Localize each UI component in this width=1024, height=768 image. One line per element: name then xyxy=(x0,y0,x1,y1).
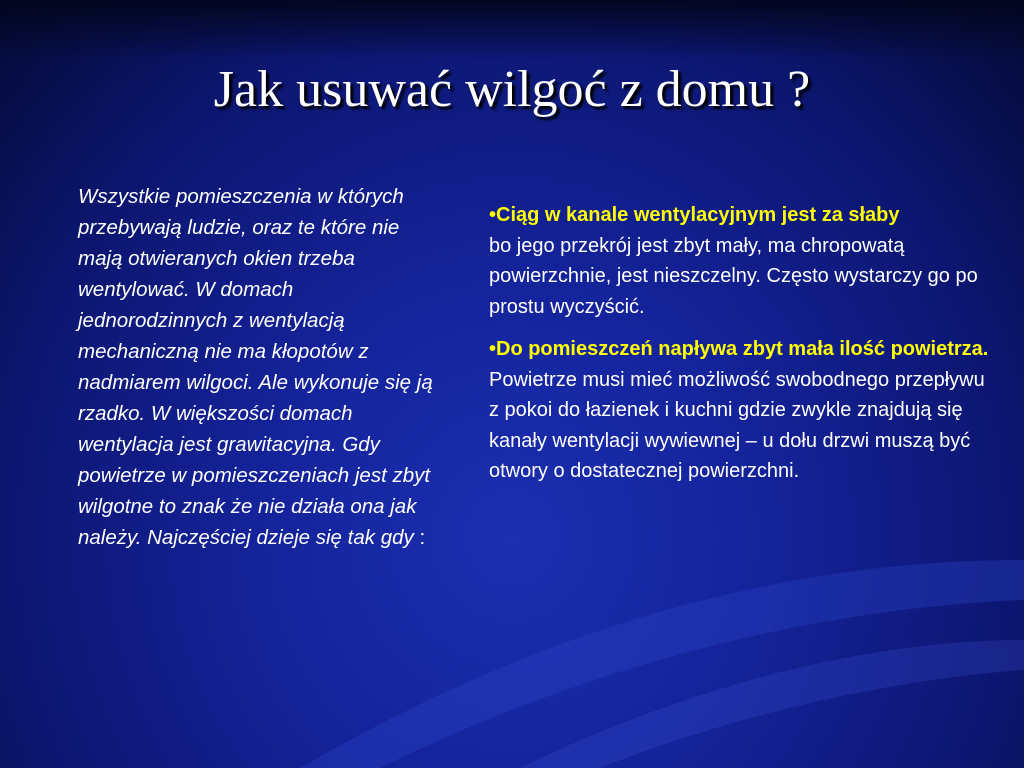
bullet-body: Powietrze musi mieć możliwość swobodnego przepływu z pokoi do łazienek i kuchni gdzie zwykle znajdują się kanały wentylacji wywiewnej – u dołu drzwi muszą być otwory o dostatecznej powierzchni. xyxy=(489,368,985,482)
left-paragraph-tail: : xyxy=(413,526,426,549)
left-paragraph-text: Wszystkie pomieszczenia w których przebywają ludzie, oraz te które nie mają otwieranych okien trzeba wentylować. W domach jednorodzinnych z wentylacją mechaniczną nie ma kłopotów z nadmiarem wilgoci. Ale wykonuje się ją rzadko. W większości domach wentylacja jest grawitacyjna. Gdy powietrze w pomieszczeniach jest zbyt wilgotne to znak że nie działa ona jak należy. Najczęściej dzieje się tak gdy xyxy=(78,185,433,549)
bullet-item xyxy=(489,200,999,322)
bullet-body: bo jego przekrój jest zbyt mały, ma chropowatą powierzchnie, jest nieszczelny. Często wystarczy go po prostu wyczyścić. xyxy=(489,234,978,318)
bullet-heading: •Ciąg w kanale wentylacyjnym jest za słaby xyxy=(489,204,900,226)
slide-title: Jak usuwać wilgoć z domu ? xyxy=(213,61,811,118)
bullet-item xyxy=(489,334,999,487)
bullet-heading: •Do pomieszczeń napływa zbyt mała ilość powietrza. xyxy=(489,338,989,360)
bullet-list xyxy=(489,200,999,499)
left-paragraph xyxy=(78,181,438,553)
